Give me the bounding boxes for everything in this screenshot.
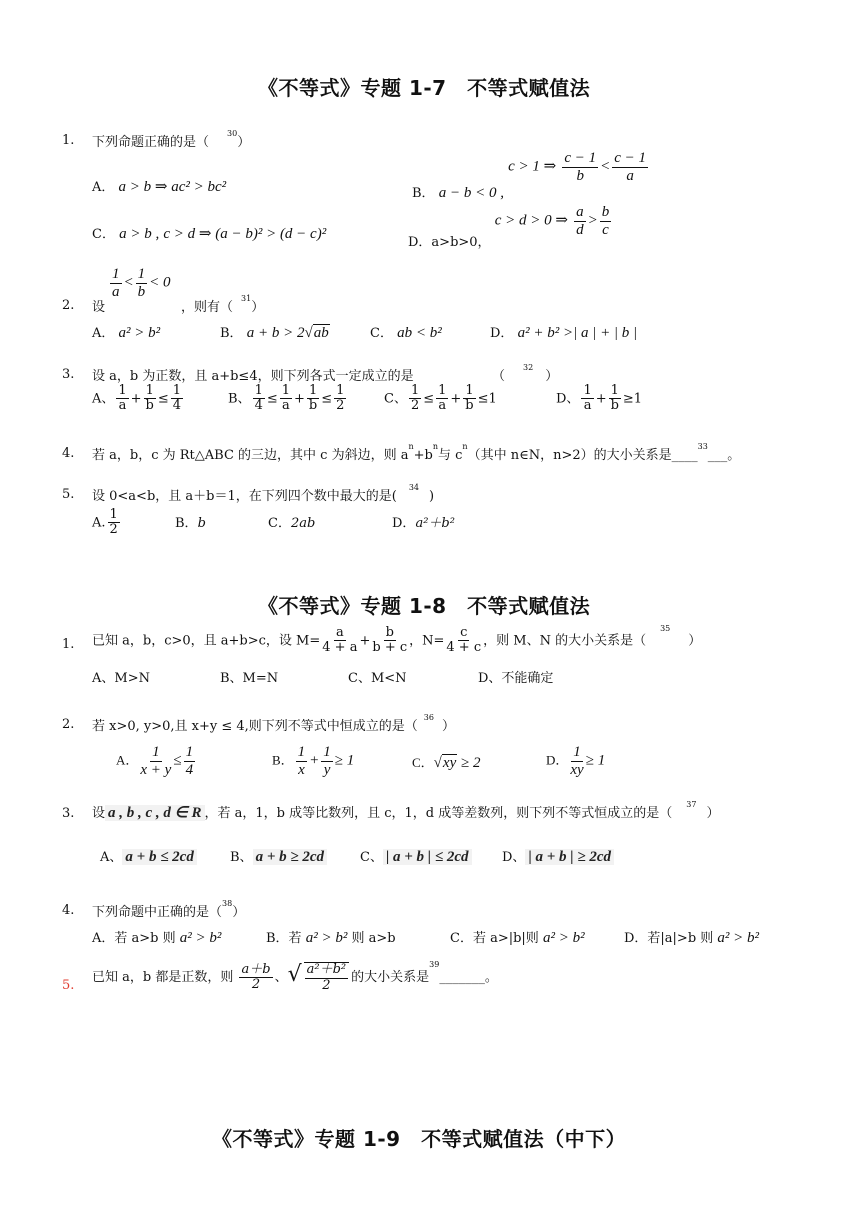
q4-stem: 若 a，b，c 为 Rt△ABC 的三边，其中 c 为斜边，则 $a^n+b^n$与 $c^n$（其中 n∈N，n>2）的大小关系是____$^{33}$___。 (92, 442, 741, 463)
s2-q1-number: 1. (62, 637, 75, 652)
q5-option-d: D．a²＋b² (392, 516, 455, 531)
q2-option-c: C． ab < b² (370, 325, 442, 341)
s2-q1-option-c: C、M<N (348, 671, 407, 686)
q4-number: 4. (62, 446, 75, 461)
q5-option-c: C．2ab (268, 516, 316, 531)
section-title-1-7: 《不等式》专题 1-7 不等式赋值法 (258, 76, 591, 100)
s2-q4-option-b: B．若 a² > b² 则 a>b (266, 930, 396, 946)
s2-q1-option-d: D、不能确定 (478, 671, 554, 686)
q2-option-d: D． a² + b² >| a | + | b | (490, 325, 638, 341)
q2-option-b: B． a + b > 2√ab (220, 325, 329, 341)
s2-q5-number: 5. (62, 978, 75, 993)
section-title-1-8: 《不等式》专题 1-8 不等式赋值法 (258, 594, 591, 618)
q1-option-c: C． a > b , c > d ⇒ (a − b)² > (d − c)² (92, 226, 327, 242)
q1-stem: 下列命题正确的是（$^{30}$） (92, 129, 251, 150)
s2-q2-option-a: A． $\frac{1}{x + y}$ ≤ $\frac{1}{4}$ (116, 744, 194, 778)
q1-option-a: A． a > b ⇒ ac² > bc² (92, 179, 227, 195)
s2-q2-number: 2. (62, 717, 75, 732)
s2-q2-option-c: C．√xy ≥ 2 (412, 755, 481, 771)
section-title-1-9: 《不等式》专题 1-9 不等式赋值法（中下） (212, 1127, 627, 1151)
set-in-reals-image: a , b , c , d ∈ R (105, 805, 204, 821)
q5-option-a: A. $\frac{1}{2}$ (92, 507, 118, 538)
q3-number: 3. (62, 367, 75, 382)
s2-q2-option-d: D． $\frac{1}{xy}$ ≥ 1 (546, 744, 606, 778)
s2-q4-option-c: C．若 a>|b|则 a² > b² (450, 930, 585, 946)
q3-option-b: B、 $\frac{1}{4}$ ≤ $\frac{1}{a}$ + $\frac{1}{b}$ ≤ $\frac{1}{2}$ (228, 383, 345, 414)
q3-option-d: D、 $\frac{1}{a}$ + $\frac{1}{b}$ ≥1 (556, 383, 643, 414)
s2-q1-stem: 已知 a，b，c>0，且 a+b>c，设 M= $\frac{a}{4 + a}$ + $\frac{b}{b + c}$ ，N= $\frac{c}{4 + c}$ ，则 M、N 的大小关系是（$^{35}$） (92, 624, 702, 656)
s2-q3-number: 3. (62, 806, 75, 821)
s2-q3-option-d: D、 | a + b | ≥ 2cd (502, 846, 614, 866)
s2-q4-option-d: D．若|a|>b 则 a² > b² (624, 930, 760, 946)
q2-condition: $\frac{1}{a}$ < $\frac{1}{b}$ < 0 (112, 266, 171, 300)
q3-ref: （$^{32}$） (492, 363, 559, 384)
s2-q4-stem: 下列命题中正确的是（$^{38}$） (92, 899, 246, 920)
s2-q5-stem: 已知 a，b 都是正数，则 $\frac{a+b}{2}$ 、√ $\frac{\text{a²＋b²}}{2}$ 的大小关系是$^{39}$_______。 (92, 960, 498, 993)
q3-option-c: C、 $\frac{1}{2}$ ≤ $\frac{1}{a}$ + $\frac{1}{b}$ ≤1 (384, 383, 497, 414)
q1-option-d: D．a>b>0， c > d > 0 ⇒ $\frac{a}{d}$ > $\frac{b}{c}$ (408, 204, 610, 250)
s2-q4-number: 4. (62, 903, 75, 918)
s2-q3-option-c: C、 | a + b | ≤ 2cd (360, 846, 472, 866)
s2-q1-option-a: A、M>N (92, 671, 150, 686)
q5-stem: 设 0<a<b，且 a＋b＝1，在下列四个数中最大的是($^{34}$) (92, 483, 435, 504)
q5-option-b: B．b (175, 516, 206, 531)
q3-stem: 设 a，b 为正数，且 a+b≤4，则下列各式一定成立的是 (92, 369, 414, 384)
q1-option-b: B． a − b < 0 , c > 1 ⇒ $\frac{c - 1}{b}$ < $\frac{c - 1}{a}$ (412, 150, 647, 201)
q2-stem: 设 ，则有（$^{31}$） (92, 294, 265, 315)
s2-q3-option-a: A、 a + b ≤ 2cd (100, 846, 197, 866)
s2-q2-option-b: B． $\frac{1}{x}$ + $\frac{1}{y}$ ≥ 1 (272, 744, 355, 778)
s2-q4-option-a: A．若 a>b 则 a² > b² (92, 930, 222, 946)
q2-option-a: A． a² > b² (92, 325, 161, 341)
s2-q3-option-b: B、 a + b ≥ 2cd (230, 846, 327, 866)
s2-q1-option-b: B、M=N (220, 671, 279, 686)
s2-q3-stem: 设 a , b , c , d ∈ R ，若 a，1，b 成等比数列，且 c，1，d 成等差数列，则下列不等式恒成立的是（$^{37}$） (92, 800, 720, 821)
q3-option-a: A、 $\frac{1}{a}$ + $\frac{1}{b}$ ≤ $\frac{1}{4}$ (92, 383, 182, 414)
q1-number: 1. (62, 133, 75, 148)
q2-number: 2. (62, 298, 75, 313)
s2-q2-stem: 若 x>0, y>0,且 x+y ≤ 4,则下列不等式中恒成立的是（$^{36}$） (92, 713, 455, 734)
q5-number: 5. (62, 487, 75, 502)
